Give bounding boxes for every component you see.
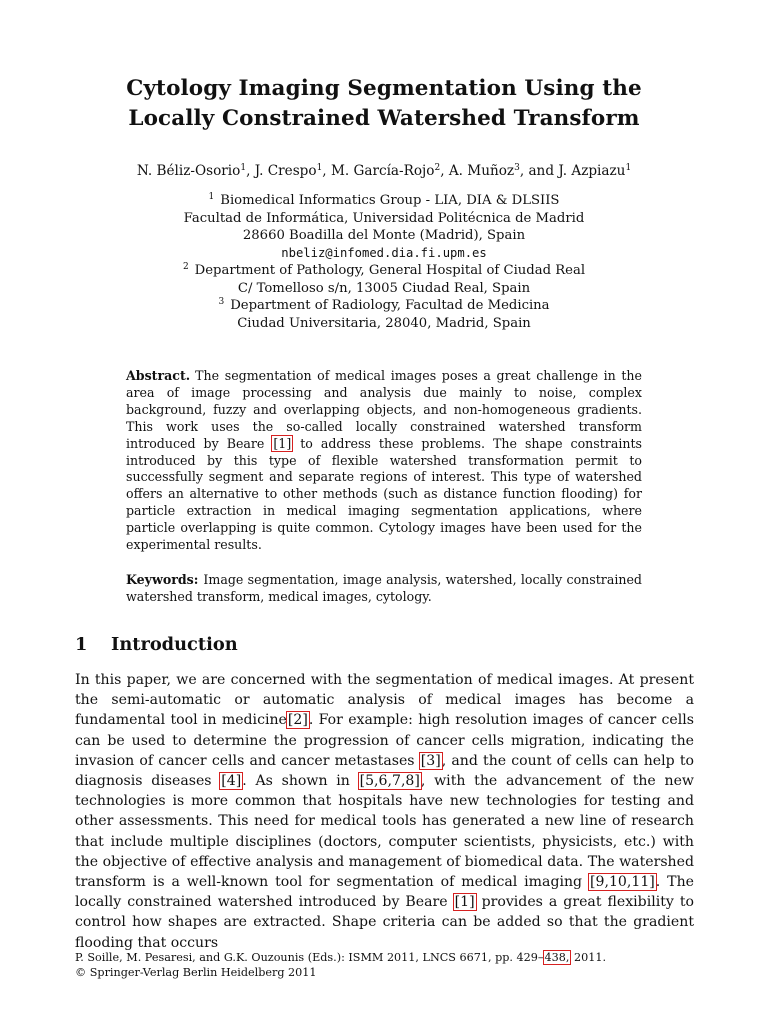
citation-link[interactable]: [2] bbox=[287, 712, 308, 729]
author-email: nbeliz@infomed.dia.fi.upm.es bbox=[281, 245, 487, 260]
intro-paragraph: In this paper, we are concerned with the segmentation of medical images. At present the semi-automatic or automatic analysis of medical images has become a fundamental tool in medicine[2]. For example: high resolution images of cancer cells can be used to determine the progression of cancer cells migration, indicating the invasion of cancer cells and cancer metastases [3], and the count of cells can help to diagnosis diseases [4]. As shown in [5,6,7,8], with the advancement of the new technologies is more common that hospitals have new technologies for testing and other assessments. This need for medical tools has generated a new line of research that include multiple disciplines (doctors, computer scientists, physicists, etc.) with the objective of effective analysis and management of biomedical data. The watershed transform is a well-known tool for segmentation of medical imaging [9,10,11]. The locally constrained watershed introduced by Beare [1] provides a great flexibility to control how shapes are extracted. Shape criteria can be added so that the gradient flooding that occurs bbox=[75, 672, 695, 951]
keywords bbox=[126, 572, 642, 606]
citation-link[interactable]: [9,10,11] bbox=[590, 874, 655, 891]
affiliation-mark: 3 bbox=[218, 297, 225, 307]
affiliation-mark: 2 bbox=[182, 262, 189, 272]
affiliation-mark: 1 bbox=[208, 192, 215, 202]
citation-link[interactable]: [4] bbox=[221, 773, 242, 790]
affiliation-line: Biomedical Informatics Group - LIA, DIA & DLSIIS bbox=[220, 193, 560, 208]
paper-title bbox=[60, 74, 708, 134]
copyright-line: © Springer-Verlag Berlin Heidelberg 2011 bbox=[75, 966, 317, 979]
page-range-link[interactable]: 438, bbox=[544, 951, 570, 964]
keywords-text: Image segmentation, image analysis, watershed, locally constrained watershed transform, medical images, cytology. bbox=[126, 572, 642, 604]
title-line-1: Cytology Imaging Segmentation Using the bbox=[126, 76, 642, 101]
abstract bbox=[126, 368, 642, 554]
section-heading bbox=[75, 633, 238, 657]
copyright-footer: P. Soille, M. Pesaresi, and G.K. Ouzounis (Eds.): ISMM 2011, LNCS 6671, pp. 429–438, 2011. © Springer-Verlag Berlin Heidelberg 2011 bbox=[75, 950, 694, 980]
author-affiliation-mark: 1 bbox=[625, 163, 632, 173]
citation-link[interactable]: [5,6,7,8] bbox=[359, 773, 420, 790]
citation-link[interactable]: [3] bbox=[420, 752, 441, 769]
author-affiliation-mark: 1 bbox=[316, 163, 323, 173]
title-line-2: Locally Constrained Watershed Transform bbox=[128, 106, 640, 131]
affiliation-line: Department of Pathology, General Hospital of Ciudad Real bbox=[194, 263, 586, 278]
section-number: 1 bbox=[75, 634, 88, 655]
affiliation-line: 28660 Boadilla del Monte (Madrid), Spain bbox=[242, 228, 526, 243]
abstract-label: Abstract. bbox=[126, 368, 191, 383]
author: N. Béliz-Osorio bbox=[136, 163, 241, 179]
author-affiliation-mark: 3 bbox=[514, 163, 520, 173]
author-affiliation-mark: 2 bbox=[434, 163, 441, 173]
affiliation-line: C/ Tomelloso s/n, 13005 Ciudad Real, Spain bbox=[237, 280, 531, 296]
abstract-text: The segmentation of medical images poses a great challenge in the area of image processing and analysis due mainly to noise, complex background, fuzzy and overlapping objects, and non-homogeneous gradients. This work uses the so-called locally constrained watershed transform introduced by Beare bbox=[126, 368, 642, 451]
section-title: Introduction bbox=[111, 634, 238, 655]
author-list: N. Béliz-Osorio$^1$, J. Crespo$^1$, M. García-Rojo$^2$, A. Muñoz$^3$, and J. Azpiazu$^1$ bbox=[136, 163, 632, 179]
affiliation-line: Department of Radiology, Facultad de Medicina bbox=[230, 298, 550, 313]
abstract-text: to address these problems. The shape constraints introduced by this type of flexible watershed transformation permit to successfully segment and separate regions of interest. This type of watershed offers an alternative to other methods (such as distance function flooding) for particle extraction in medical imaging segmentation applications, where particle overlapping is quite common. Cytology images have been used for the experimental results. bbox=[126, 435, 643, 553]
author: J. Crespo bbox=[254, 163, 317, 179]
affiliation-1 bbox=[60, 192, 708, 262]
author: J. Azpiazu bbox=[558, 163, 626, 179]
keywords-label: Keywords: bbox=[126, 572, 199, 587]
affiliation-line: Ciudad Universitaria, 28040, Madrid, Spain bbox=[237, 315, 531, 331]
citation-link[interactable]: [1] bbox=[273, 435, 292, 451]
author: M. García-Rojo bbox=[330, 163, 435, 179]
affiliation-line: Facultad de Informática, Universidad Politécnica de Madrid bbox=[183, 210, 585, 226]
affiliation-2 bbox=[60, 262, 708, 297]
affiliation-3 bbox=[60, 297, 708, 332]
author-affiliation-mark: 1 bbox=[240, 163, 247, 173]
citation-link[interactable]: [1] bbox=[454, 894, 475, 911]
author: A. Muñoz bbox=[448, 163, 515, 179]
